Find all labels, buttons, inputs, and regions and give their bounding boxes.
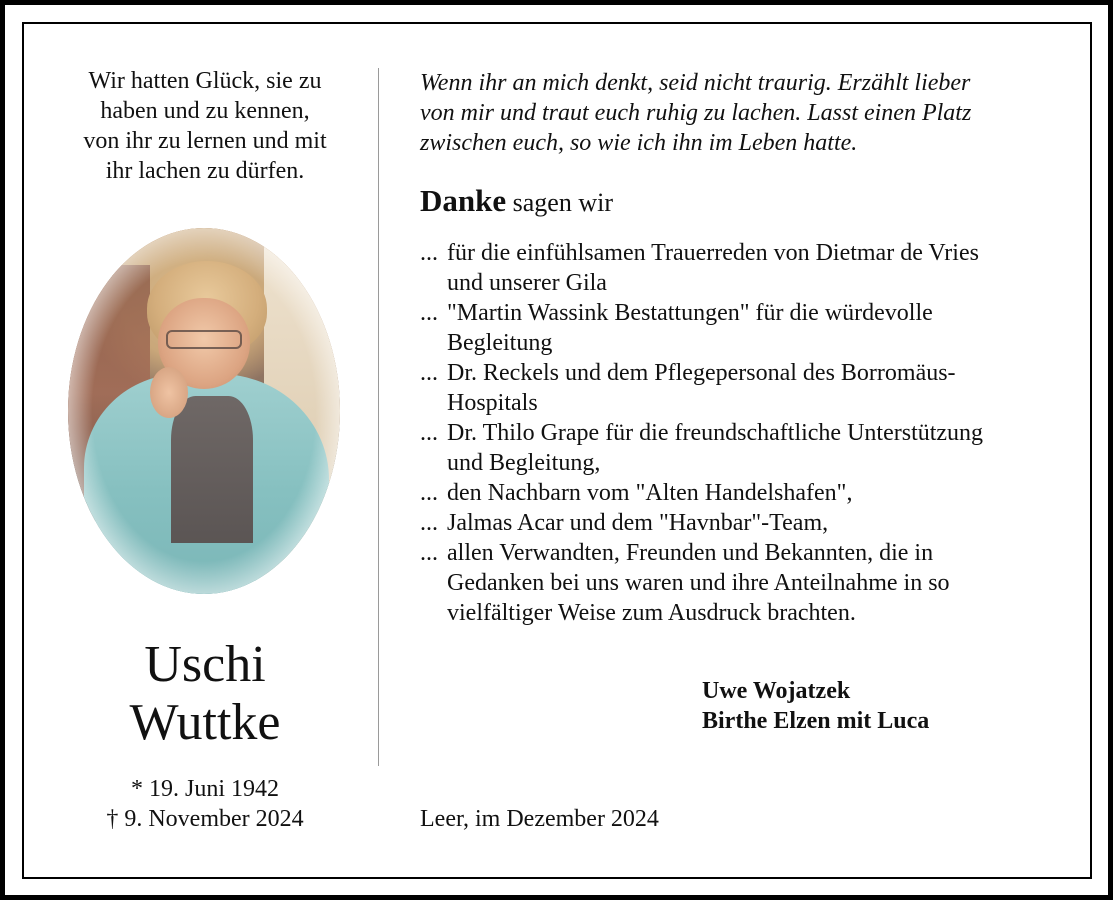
signer-name: Uwe Wojatzek [702,678,851,704]
list-item [420,298,1060,358]
portrait-photo [68,228,340,594]
deceased-name [50,636,360,752]
item-line: und Begleitung, [447,450,601,476]
item-line: Dr. Reckels und dem Pflegepersonal des Borromäus- [447,360,956,386]
death-date: † 9. November 2024 [106,806,304,832]
item-line: "Martin Wassink Bestattungen" für die würdevolle [447,300,933,326]
memorial-quote [50,66,360,186]
signer-name: Birthe Elzen mit Luca [702,708,930,734]
portrait-image [68,228,340,594]
life-dates [50,774,360,834]
list-item [420,238,1060,298]
item-line: Begleitung [447,330,553,356]
ellipsis: ... [420,480,438,506]
left-column [50,66,360,186]
poem-line: zwischen euch, so wie ich ihn im Leben hatte. [420,130,858,156]
item-line: allen Verwandten, Freunden und Bekannten, die in [447,540,934,566]
item-line: und unserer Gila [447,270,607,296]
item-line: den Nachbarn vom "Alten Handelshafen", [447,480,853,506]
signers [702,676,929,736]
item-line: Dr. Thilo Grape für die freundschaftliche Unterstützung [447,420,984,446]
quote-line: von ihr zu lernen und mit [83,128,327,154]
first-name: Uschi [144,636,266,693]
list-item [420,508,1060,538]
ellipsis: ... [420,540,438,566]
list-item [420,538,1060,628]
right-column [420,68,1060,158]
item-line: Gedanken bei uns waren und ihre Anteilnahme in so [447,570,950,596]
list-item [420,418,1060,478]
ellipsis: ... [420,240,438,266]
item-line: Jalmas Acar und dem "Havnbar"-Team, [447,510,829,536]
list-item [420,478,1060,508]
ellipsis: ... [420,300,438,326]
column-divider [378,68,379,766]
poem-line: von mir und traut euch ruhig zu lachen. Lasst einen Platz [420,100,972,126]
poem-line: Wenn ihr an mich denkt, seid nicht traurig. Erzählt lieber [420,70,971,96]
ellipsis: ... [420,420,438,446]
last-name: Wuttke [129,694,281,751]
item-line: vielfältiger Weise zum Ausdruck brachten. [447,600,856,626]
thanks-rest: sagen wir [512,188,613,217]
item-line: Hospitals [447,390,538,416]
place-date: Leer, im Dezember 2024 [420,806,659,832]
quote-line: haben und zu kennen, [100,98,310,124]
thanks-bold-word: Danke [420,183,507,218]
poem [420,68,1060,158]
thanks-heading [420,184,613,220]
item-line: für die einfühlsamen Trauerreden von Dietmar de Vries [447,240,979,266]
quote-line: Wir hatten Glück, sie zu [88,68,322,94]
list-item [420,358,1060,418]
ellipsis: ... [420,360,438,386]
ellipsis: ... [420,510,438,536]
birth-date: * 19. Juni 1942 [130,776,279,802]
quote-line: ihr lachen zu dürfen. [105,158,305,184]
thanks-list [420,238,1060,628]
